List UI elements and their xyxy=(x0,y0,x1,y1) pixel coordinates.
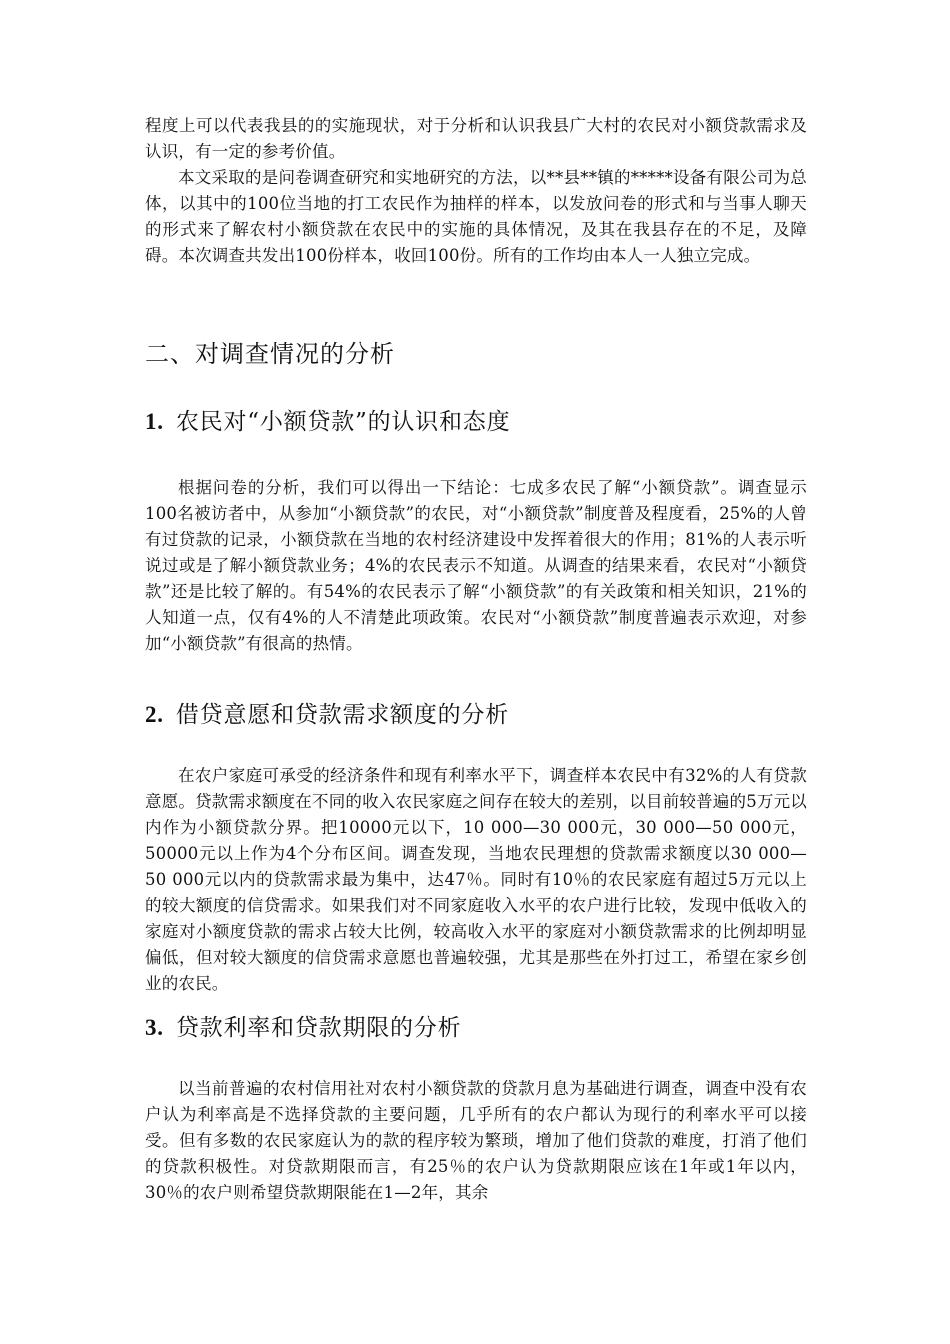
section-heading-analysis: 二、对调查情况的分析 xyxy=(145,340,395,368)
subheading-3-text: 贷款利率和贷款期限的分析 xyxy=(175,1015,462,1041)
subheading-3-number: 3. xyxy=(145,1015,164,1040)
paragraph-interest-term: 以当前普遍的农村信用社对农村小额贷款的贷款月息为基础进行调查，调查中没有农户认为利率高是不选择贷款的主要问题，几乎所有的农户都认为现行的利率水平可以接受。但有多数的农民家庭认为的款的程序较为繁琐，增加了他们贷款的难度，打消了他们的贷款积极性。对贷款期限而言，有25％的农户认为贷款期限应该在1年或1年以内，30％的农户则希望贷款期限能在1—2年，其余 xyxy=(145,1079,807,1202)
paragraph-loan-demand: 在农户家庭可承受的经济条件和现有利率水平下，调查样本农民中有32%的人有贷款意愿。贷款需求额度在不同的收入农民家庭之间存在较大的差别，以目前较普遍的5万元以内作为小额贷款分界。把10000元以下，10 000—30 000元，30 000—50 000元，50000元以上作为4个分布区间。调查发现，当地农民理想的贷款需求额度以30 000—50 000元以内的贷款需求最为集中，达47％。同时有10％的农民家庭有超过5万元以上的较大额度的信贷需求。如果我们对不同家庭收入水平的农户进行比较，发现中低收入的家庭对小额度贷款的需求占较大比例，较高收入水平的家庭对小额贷款需求的比例却明显偏低，但对较大额度的信贷需求意愿也普遍较强，尤其是那些在外打过工，希望在家乡创业的农民。 xyxy=(145,766,807,993)
subheading-1-text: 农民对“小额贷款”的认识和态度 xyxy=(175,409,511,435)
subheading-1-number: 1. xyxy=(145,409,164,434)
paragraph-awareness: 根据问卷的分析，我们可以得出一下结论：七成多农民了解“小额贷款”。调查显示100名被访者中，从参加“小额贷款”的农民，对“小额贷款”制度普及程度看，25%的人曾有过贷款的记录，小额贷款在当地的农村经济建设中发挥着很大的作用；81%的人表示听说过或是了解小额贷款业务；4%的农民表示不知道。从调查的结果来看，农民对“小额贷款”还是比较了解的。有54%的农民表示了解“小额贷款”的有关政策和相关知识，21%的人知道一点，仅有4%的人不清楚此项政策。农民对“小额贷款”制度普遍表示欢迎，对参加“小额贷款”有很高的热情。 xyxy=(145,478,807,653)
subheading-1 xyxy=(145,406,510,438)
paragraph-method: 本文采取的是问卷调查研究和实地研究的方法，以**县**镇的*****设备有限公司为总体，以其中的100位当地的打工农民作为抽样的样本，以发放问卷的形式和与当事人聊天的形式来了解农村小额贷款在农民中的实施的具体情况，及其在我县存在的不足，及障碍。本次调查共发出100份样本，收回100份。所有的工作均由本人一人独立完成。 xyxy=(145,168,807,265)
paragraph-intro-continued: 程度上可以代表我县的的实施现状，对于分析和认识我县广大村的农民对小额贷款需求及认识，有一定的参考价值。 xyxy=(145,116,807,161)
subheading-2-number: 2. xyxy=(145,702,164,727)
subheading-2 xyxy=(145,699,509,731)
subheading-3 xyxy=(145,1012,461,1044)
subheading-2-text: 借贷意愿和贷款需求额度的分析 xyxy=(175,702,510,728)
